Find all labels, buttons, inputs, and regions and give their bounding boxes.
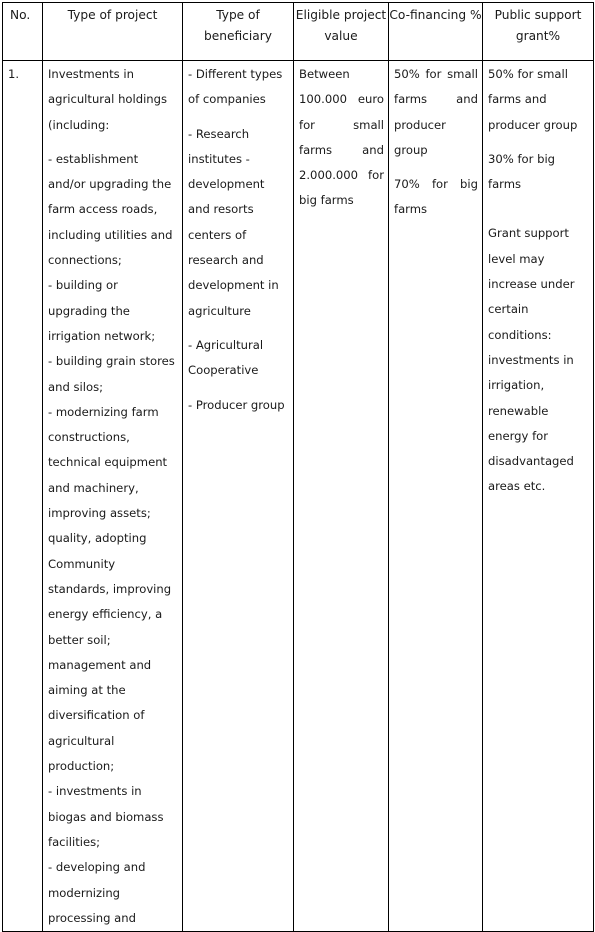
co-financing-item: 70% for big farms — [394, 177, 478, 217]
header-eligible-project-value: Eligible project value — [294, 3, 389, 61]
cell-no — [3, 61, 43, 932]
project-line: - building grain stores and silos; — [48, 354, 175, 394]
cell-co-financing — [389, 61, 483, 932]
cell-type-of-project — [43, 61, 183, 932]
header-no: No. — [3, 3, 43, 61]
co-financing-item: 50% for small farms and producer group — [394, 67, 478, 157]
public-support-item: 30% for big farms — [488, 151, 556, 192]
beneficiary-item: - Research institutes - development and resorts centers of research and development in agriculture — [188, 126, 279, 318]
project-line: - modernizing farm constructions, technical equipment and machinery, improving assets; quality, adopting Community standards, improving energy efficiency, a better soil; management and aiming at the diversification of agricultural production; — [48, 404, 172, 774]
beneficiary-list — [183, 61, 293, 418]
project-line: - establishment and/or upgrading the farm access roads, including utilities and connections; — [48, 151, 173, 268]
header-row — [3, 3, 594, 61]
header-type-of-project: Type of project — [43, 3, 183, 61]
beneficiary-item: - Different types of companies — [188, 67, 283, 107]
project-line: Investments in agricultural holdings (including: — [48, 67, 168, 132]
header-co-financing: Co-financing % — [389, 3, 483, 61]
public-support-list — [483, 61, 593, 500]
cell-eligible-project-value — [294, 61, 389, 932]
beneficiary-item: - Agricultural Cooperative — [188, 337, 264, 378]
project-line: - developing and modernizing processing and — [48, 860, 146, 925]
header-public-support: Public support grant% — [483, 3, 594, 61]
table-row — [3, 61, 594, 932]
co-financing-list — [389, 61, 482, 223]
project-line: - building or upgrading the irrigation network; — [48, 278, 156, 343]
public-support-item: Grant support level may increase under certain conditions: investments in irrigation, renewable energy for disadvantaged areas etc. — [488, 226, 575, 494]
eligible-value-text: Between 100.000 euro for small farms and 2.000.000 for big farms — [299, 67, 384, 208]
project-line: - investments in biogas and biomass facilities; — [48, 784, 164, 849]
support-table — [2, 2, 594, 932]
project-list — [43, 61, 182, 931]
cell-public-support — [483, 61, 594, 932]
header-type-of-beneficiary: Type of beneficiary — [183, 3, 294, 61]
beneficiary-item: - Producer group — [188, 397, 285, 412]
cell-type-of-beneficiary — [183, 61, 294, 932]
public-support-item: 50% for small farms and producer group — [488, 67, 578, 132]
row-number: 1. — [8, 67, 20, 81]
